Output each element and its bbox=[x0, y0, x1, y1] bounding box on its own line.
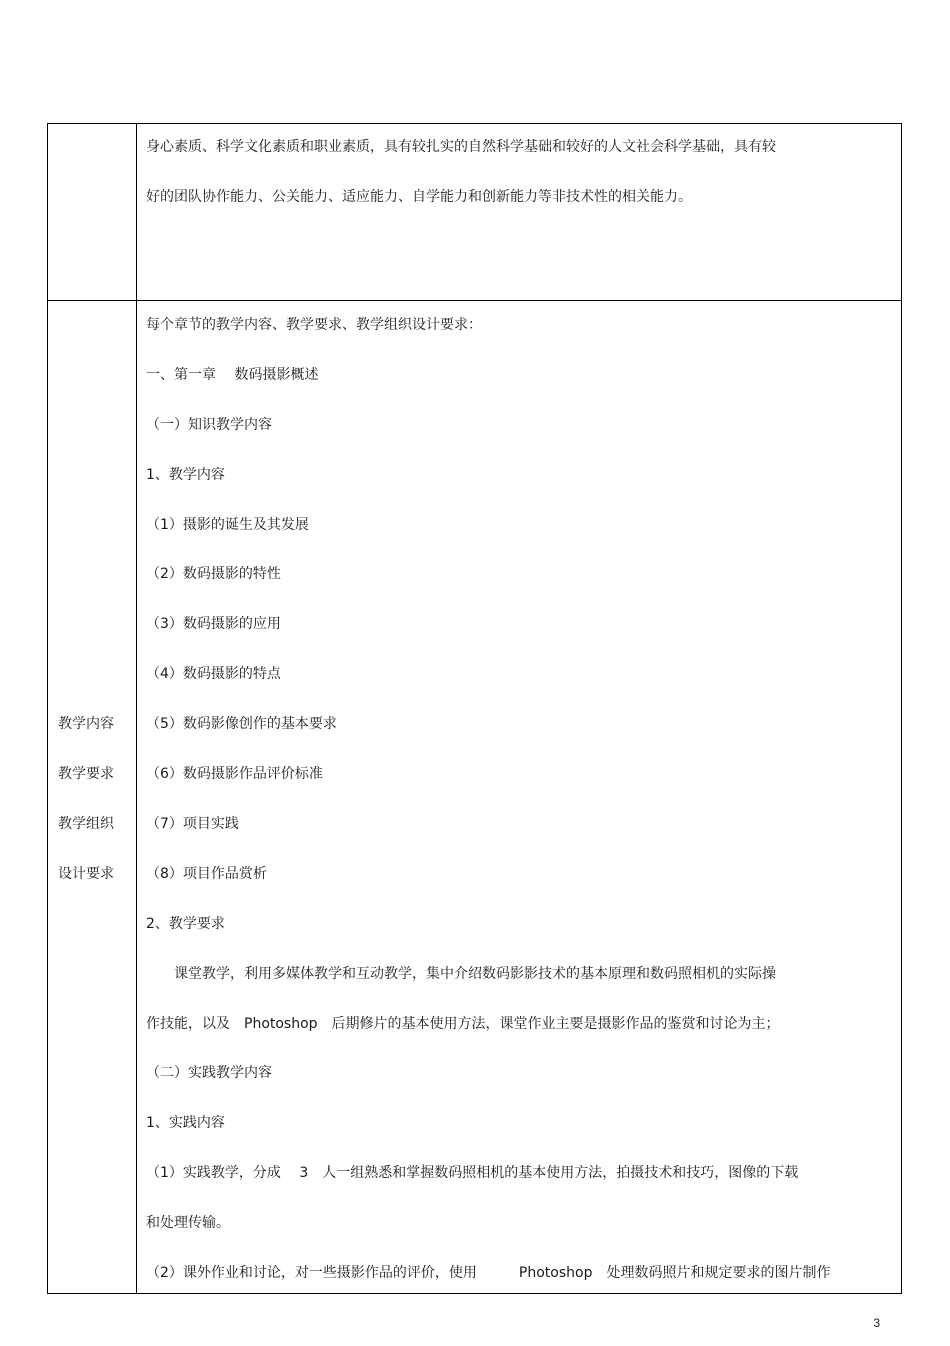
content-line: 1、实践内容 bbox=[146, 1115, 225, 1131]
content-line: （6）数码摄影作品评价标准 bbox=[146, 766, 323, 782]
content-line: 1、教学内容 bbox=[146, 467, 225, 483]
row-divider bbox=[48, 300, 901, 301]
content-line: （一）知识教学内容 bbox=[146, 417, 272, 433]
label-line: 教学内容 bbox=[58, 716, 114, 732]
content-line: （2）课外作业和讨论，对一些摄影作品的评价，使用 Photoshop 处理数码照片和规定要求的图片制作 bbox=[146, 1265, 831, 1281]
content-line: 2、教学要求 bbox=[146, 916, 225, 932]
row1-line: 身心素质、科学文化素质和职业素质，具有较扎实的自然科学基础和较好的人文社会科学基础，具有较 bbox=[146, 139, 776, 155]
content-line: （7）项目实践 bbox=[146, 816, 239, 832]
content-line: （二）实践教学内容 bbox=[146, 1065, 272, 1081]
content-line: （1）摄影的诞生及其发展 bbox=[146, 517, 309, 533]
row1-line: 好的团队协作能力、公关能力、适应能力、自学能力和创新能力等非技术性的相关能力。 bbox=[146, 189, 692, 205]
content-line: （2）数码摄影的特性 bbox=[146, 566, 281, 582]
label-line: 教学要求 bbox=[58, 766, 114, 782]
content-line: 作技能，以及 Photoshop 后期修片的基本使用方法，课堂作业主要是摄影作品的鉴赏和讨论为主； bbox=[146, 1016, 780, 1032]
content-line: 每个章节的教学内容、教学要求、教学组织设计要求： bbox=[146, 317, 482, 333]
content-line: 课堂教学，利用多媒体教学和互动教学，集中介绍数码影影技术的基本原理和数码照相机的实际操 bbox=[146, 966, 776, 982]
label-line: 教学组织 bbox=[58, 816, 114, 832]
label-line: 设计要求 bbox=[58, 866, 114, 882]
content-line: （5）数码影像创作的基本要求 bbox=[146, 716, 337, 732]
content-line: （8）项目作品赏析 bbox=[146, 866, 267, 882]
content-line: （4）数码摄影的特点 bbox=[146, 666, 281, 682]
course-table bbox=[47, 123, 902, 1294]
content-line: （1）实践教学，分成 3 人一组熟悉和掌握数码照相机的基本使用方法，拍摄技术和技巧，图像的下载 bbox=[146, 1165, 799, 1181]
content-line: 和处理传输。 bbox=[146, 1215, 230, 1231]
page-number: 3 bbox=[873, 1316, 880, 1330]
content-line: （3）数码摄影的应用 bbox=[146, 616, 281, 632]
content-line: 一、第一章 数码摄影概述 bbox=[146, 367, 319, 383]
